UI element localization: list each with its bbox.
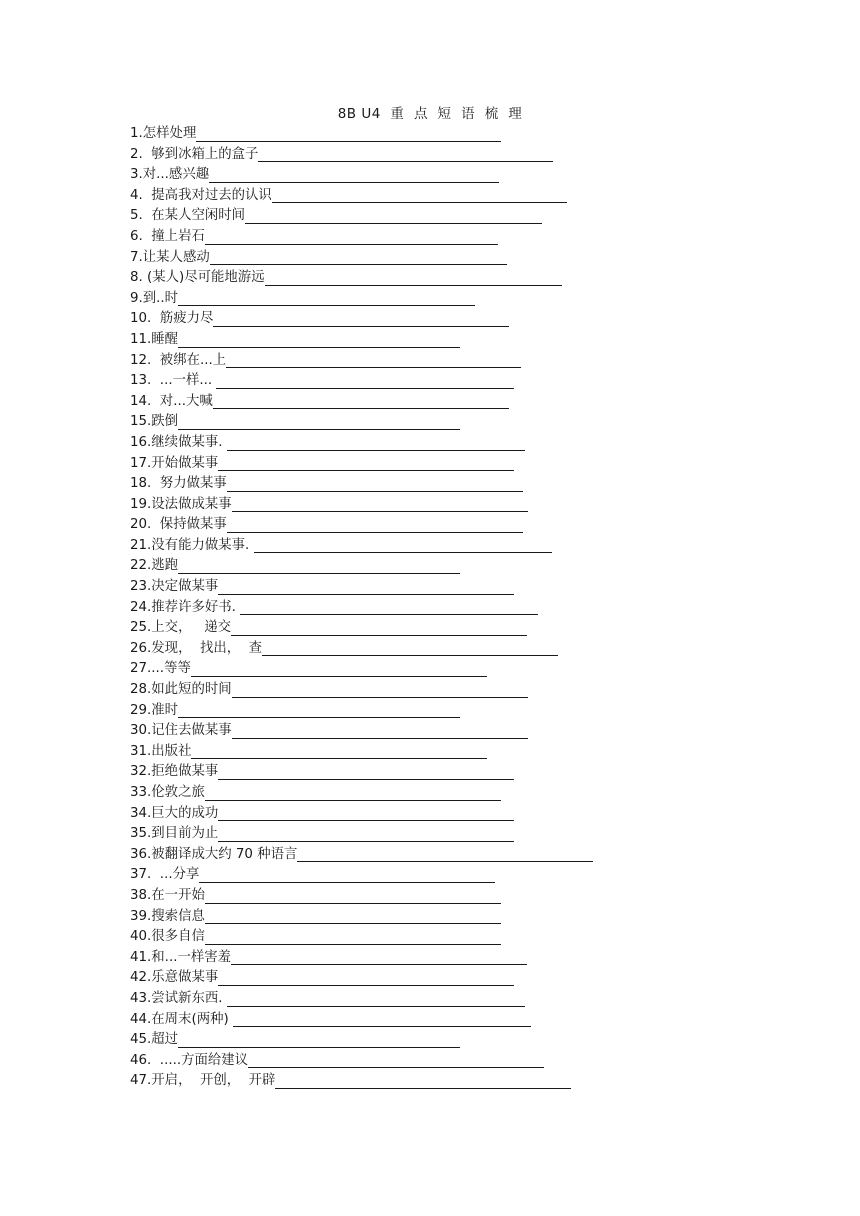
phrase-row — [130, 330, 593, 351]
phrase-label: 42.乐意做某事 — [130, 970, 219, 986]
answer-blank-line[interactable] — [210, 249, 507, 265]
phrase-row — [130, 907, 593, 928]
phrase-row — [130, 536, 593, 557]
phrase-row — [130, 659, 593, 680]
answer-blank-line[interactable] — [191, 743, 487, 759]
phrase-row — [130, 268, 593, 289]
answer-blank-line[interactable] — [178, 414, 460, 430]
answer-blank-line[interactable] — [213, 311, 509, 327]
phrase-row — [130, 289, 593, 310]
phrase-label: 2. 够到冰箱上的盒子 — [130, 146, 259, 162]
phrase-label: 26.发现， 找出， 查 — [130, 640, 263, 656]
phrase-row — [130, 804, 593, 825]
phrase-row — [130, 1010, 593, 1031]
answer-blank-line[interactable] — [233, 1011, 531, 1027]
answer-blank-line[interactable] — [218, 970, 514, 986]
phrase-row — [130, 618, 593, 639]
answer-blank-line[interactable] — [199, 867, 495, 883]
phrase-row — [130, 433, 593, 454]
phrase-label: 27....等等 — [130, 661, 191, 677]
phrase-label: 14. 对...大喊 — [130, 393, 213, 409]
phrase-label: 41.和...一样害羞 — [130, 949, 232, 965]
phrase-row — [130, 145, 593, 166]
phrase-row — [130, 721, 593, 742]
answer-blank-line[interactable] — [178, 1032, 460, 1048]
phrase-label: 39.搜索信息 — [130, 908, 205, 924]
phrase-label: 33.伦敦之旅 — [130, 785, 205, 800]
phrase-row — [130, 762, 593, 783]
phrase-row — [130, 948, 593, 969]
phrase-label: 19.设法做成某事 — [130, 496, 232, 512]
phrase-row — [130, 124, 593, 145]
answer-blank-line[interactable] — [178, 290, 475, 306]
answer-blank-line[interactable] — [205, 229, 498, 245]
answer-blank-line[interactable] — [218, 579, 514, 595]
answer-blank-line[interactable] — [227, 476, 523, 492]
phrase-label: 3.对...感兴趣 — [130, 167, 210, 183]
phrase-row — [130, 556, 593, 577]
phrase-label: 46. .....方面给建议 — [130, 1052, 249, 1068]
phrase-label: 24.推荐许多好书. — [130, 599, 241, 615]
phrase-label: 21.没有能力做某事. — [130, 537, 254, 553]
phrase-row — [130, 351, 593, 372]
answer-blank-line[interactable] — [205, 908, 501, 924]
phrase-label: 35.到目前为止 — [130, 826, 219, 842]
answer-blank-line[interactable] — [232, 496, 528, 512]
phrase-label: 37. ...分享 — [130, 867, 200, 883]
phrase-label: 47.开启， 开创， 开辟 — [130, 1073, 276, 1089]
answer-blank-line[interactable] — [248, 1052, 544, 1068]
phrase-row — [130, 165, 593, 186]
phrase-label: 31.出版社 — [130, 743, 192, 759]
answer-blank-line[interactable] — [191, 661, 487, 677]
phrase-row — [130, 742, 593, 763]
answer-blank-line[interactable] — [231, 620, 527, 636]
phrase-label: 36.被翻译成大约 70 种语言 — [130, 846, 298, 862]
phrase-label: 10. 筋疲力尽 — [130, 311, 214, 327]
phrase-row — [130, 371, 593, 392]
phrase-row — [130, 927, 593, 948]
phrase-label: 12. 被绑在...上 — [130, 352, 227, 368]
phrase-label: 30.记住去做某事 — [130, 723, 232, 739]
answer-blank-line[interactable] — [275, 1073, 571, 1089]
answer-blank-line[interactable] — [205, 785, 501, 801]
answer-blank-line[interactable] — [227, 517, 523, 533]
answer-blank-line[interactable] — [227, 435, 525, 451]
answer-blank-line[interactable] — [231, 949, 527, 965]
answer-blank-line[interactable] — [218, 826, 514, 842]
phrase-label: 43.尝试新东西. — [130, 990, 227, 1006]
phrase-label: 23.决定做某事 — [130, 579, 219, 595]
phrase-row — [130, 577, 593, 598]
phrase-label: 17.开始做某事 — [130, 455, 219, 471]
phrase-row — [130, 474, 593, 495]
answer-blank-line[interactable] — [226, 352, 521, 368]
phrase-row — [130, 1051, 593, 1072]
phrase-row — [130, 227, 593, 248]
phrase-label: 16.继续做某事. — [130, 434, 227, 450]
phrase-row — [130, 186, 593, 207]
phrase-row — [130, 680, 593, 701]
phrase-row — [130, 783, 593, 804]
phrase-row — [130, 845, 593, 866]
answer-blank-line[interactable] — [205, 888, 501, 904]
answer-blank-line[interactable] — [205, 929, 501, 945]
answer-blank-line[interactable] — [178, 702, 460, 718]
answer-blank-line[interactable] — [254, 537, 552, 553]
phrase-row — [130, 989, 593, 1010]
phrase-label: 28.如此短的时间 — [130, 682, 232, 698]
answer-blank-line[interactable] — [209, 167, 499, 183]
phrase-row — [130, 701, 593, 722]
phrase-label: 15.跌倒 — [130, 414, 179, 430]
answer-blank-line[interactable] — [196, 126, 501, 142]
answer-blank-line[interactable] — [178, 332, 460, 348]
answer-blank-line[interactable] — [232, 723, 528, 739]
answer-blank-line[interactable] — [245, 208, 542, 224]
phrase-row — [130, 886, 593, 907]
answer-blank-line[interactable] — [240, 599, 538, 615]
answer-blank-line[interactable] — [227, 991, 525, 1007]
answer-blank-line[interactable] — [218, 455, 514, 471]
phrase-label: 20. 保持做某事 — [130, 517, 227, 533]
phrase-row — [130, 392, 593, 413]
phrase-label: 40.很多自信 — [130, 929, 205, 945]
page-title: 8B U4 重 点 短 语 梳 理 — [337, 106, 523, 122]
phrase-list — [130, 124, 593, 1092]
phrase-row — [130, 968, 593, 989]
phrase-row — [130, 412, 593, 433]
phrase-label: 7.让某人感动 — [130, 249, 210, 265]
answer-blank-line[interactable] — [258, 146, 553, 162]
answer-blank-line[interactable] — [265, 270, 562, 286]
phrase-row — [130, 1030, 593, 1051]
phrase-label: 44.在周末(两种) — [130, 1011, 233, 1027]
answer-blank-line[interactable] — [218, 764, 514, 780]
phrase-label: 32.拒绝做某事 — [130, 764, 219, 780]
answer-blank-line[interactable] — [232, 682, 528, 698]
phrase-label: 25.上交， 递交 — [130, 620, 232, 636]
phrase-label: 4. 提高我对过去的认识 — [130, 187, 272, 203]
phrase-label: 38.在一开始 — [130, 887, 205, 903]
phrase-label: 18. 努力做某事 — [130, 476, 227, 492]
answer-blank-line[interactable] — [178, 558, 460, 574]
phrase-row — [130, 454, 593, 475]
answer-blank-line[interactable] — [262, 640, 558, 656]
phrase-label: 6. 撞上岩石 — [130, 228, 205, 244]
phrase-row — [130, 248, 593, 269]
phrase-label: 45.超过 — [130, 1032, 179, 1048]
phrase-label: 29.准时 — [130, 702, 179, 718]
answer-blank-line[interactable] — [216, 373, 514, 389]
phrase-label: 8. (某人)尽可能地游远 — [130, 270, 265, 286]
phrase-row — [130, 598, 593, 619]
phrase-row — [130, 309, 593, 330]
phrase-label: 11.睡醒 — [130, 331, 179, 347]
phrase-label: 13. ...一样... — [130, 373, 217, 389]
phrase-label: 22.逃跑 — [130, 558, 179, 574]
phrase-label: 1.怎样处理 — [130, 126, 197, 141]
phrase-row — [130, 865, 593, 886]
phrase-row — [130, 639, 593, 660]
answer-blank-line[interactable] — [272, 187, 567, 203]
phrase-row — [130, 824, 593, 845]
phrase-row — [130, 206, 593, 227]
answer-blank-line[interactable] — [218, 805, 514, 821]
phrase-row — [130, 515, 593, 536]
answer-blank-line[interactable] — [297, 846, 593, 862]
phrase-label: 5. 在某人空闲时间 — [130, 208, 246, 224]
phrase-label: 34.巨大的成功 — [130, 805, 219, 821]
phrase-label: 9.到..时 — [130, 290, 179, 306]
phrase-row — [130, 495, 593, 516]
answer-blank-line[interactable] — [213, 393, 509, 409]
phrase-row — [130, 1071, 593, 1092]
